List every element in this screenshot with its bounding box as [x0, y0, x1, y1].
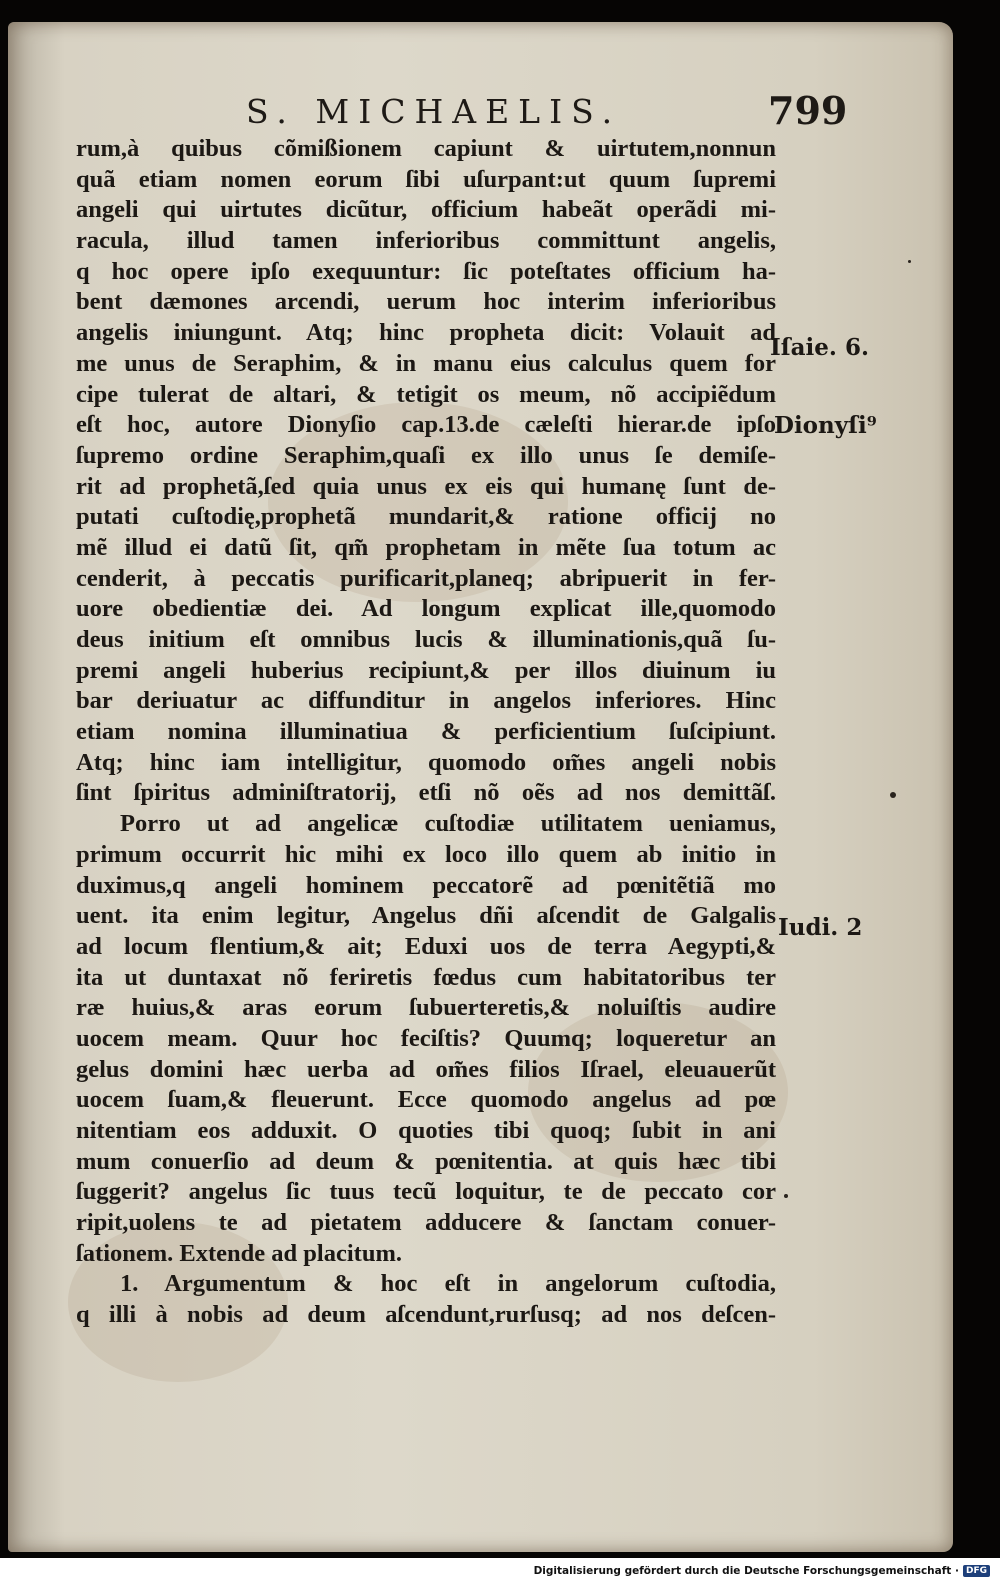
credit-text: Digitalisierung gefördert durch die Deutsche Forschungsgemeinschaft · — [533, 1565, 959, 1577]
text-line: ræ huius,& aras eorum ſubuerteretis,& noluiſtis audire — [76, 994, 776, 1022]
text-line: ſupremo ordine Seraphim,quaſi ex illo unus ſe demiſe- — [76, 441, 776, 469]
text-line: rit ad prophetã,ſed quia unus ex eis qui humanę ſunt de- — [76, 472, 776, 500]
text-line: etiam nomina illuminatiua & perficientium ſuſcipiunt. — [76, 718, 776, 746]
text-line: ſint ſpiritus adminiſtratorij, etſi nõ oẽs ad nos demittãſ. — [76, 779, 776, 807]
text-line: ita ut duntaxat nõ feriretis fœdus cum habitatoribus ter — [76, 963, 776, 991]
page-number: 799 — [768, 88, 848, 133]
text-line: bent dæmones arcendi, uerum hoc interim inferioribus — [76, 288, 776, 316]
ink-speck — [908, 260, 911, 263]
text-line: uocem ſuam,& fleuerunt. Ecce quomodo angelus ad pœ — [76, 1086, 776, 1114]
text-line: cipe tulerat de altari, & tetigit os meum, nõ accipiẽdum — [76, 380, 776, 408]
margin-note-isaiah: Iſaie. 6. — [770, 334, 869, 361]
text-line: ſationem. Extende ad placitum. — [76, 1239, 402, 1267]
text-line: gelus domini hæc uerba ad om̃es filios Iſrael, eleuauerũt — [76, 1055, 776, 1083]
text-line: uent. ita enim legitur, Angelus dñi aſcendit de Galgalis — [76, 902, 776, 930]
text-line: racula, illud tamen inferioribus committunt angelis, — [76, 227, 776, 255]
text-line: q hoc opere ipſo exequuntur: ſic poteſtates officium ha- — [76, 257, 776, 285]
text-line: q illi à nobis ad deum aſcendunt,rurſusq; ad nos deſcen- — [76, 1301, 776, 1329]
text-line: quã etiam nomen eorum ſibi uſurpant:ut quum ſupremi — [76, 165, 776, 193]
book-page — [8, 22, 953, 1552]
text-line: me unus de Seraphim, & in manu eius calculus quem for — [76, 349, 776, 377]
text-line: uore obedientiæ dei. Ad longum explicat ille,quomodo — [76, 595, 776, 623]
text-line: ad locum flentium,& ait; Eduxi uos de terra Aegypti,& — [76, 932, 776, 960]
text-line: deus initium eſt omnibus lucis & illuminationis,quã ſu- — [76, 626, 776, 653]
ink-speck — [890, 792, 896, 798]
margin-note-judges: Iudi. 2 — [778, 914, 863, 941]
text-line: 1. Argumentum & hoc eſt in angelorum cuſtodia, — [120, 1270, 776, 1298]
page-header — [8, 88, 953, 138]
text-line: primum occurrit hic mihi ex loco illo quem ab initio in — [76, 840, 776, 868]
digitization-credit — [530, 1562, 994, 1580]
text-line: putati cuſtodię,prophetã mundarit,& ratione officij no — [76, 503, 776, 531]
running-title: S. MICHAELIS. — [246, 92, 622, 131]
body-text — [76, 134, 776, 1331]
text-line: ſuggerit? angelus ſic tuus tecũ loquitur, te de peccato cor — [76, 1178, 776, 1206]
text-line: ripit,uolens te ad pietatem adducere & ſanctam conuer- — [76, 1209, 776, 1237]
dfg-logo: DFG — [963, 1565, 990, 1577]
text-line: rum,à quibus cõmißionem capiunt & uirtutem,nonnun — [76, 135, 776, 162]
text-line: duximus,q angeli hominem peccatorẽ ad pœnitẽtiã mo — [76, 871, 776, 899]
text-line: cenderit, à peccatis purificarit,planeq; abripuerit in fer- — [76, 564, 776, 592]
text-line: uocem meam. Quur hoc feciſtis? Quumq; loqueretur an — [76, 1024, 776, 1052]
ink-speck — [784, 1194, 788, 1198]
text-line: angeli qui uirtutes dicũtur, officium habeãt operãdi mi- — [76, 196, 776, 224]
text-line: angelis iniungunt. Atq; hinc propheta dicit: Volauit ad — [76, 319, 776, 347]
text-line: bar deriuatur ac diffunditur in angelos inferiores. Hinc — [76, 687, 776, 715]
text-line: Atq; hinc iam intelligitur, quomodo om̃es angeli nobis — [76, 748, 776, 776]
text-line: nitentiam eos adduxit. O quoties tibi quoq; ſubit in ani — [76, 1117, 776, 1144]
margin-note-dionysius: Dionyſi⁹ — [774, 412, 877, 439]
text-line: Porro ut ad angelicæ cuſtodiæ utilitatem ueniamus, — [120, 810, 776, 838]
text-line: eſt hoc, autore Dionyſio cap.13.de cæleſti hierar.de ipſo — [76, 411, 776, 439]
text-line: mum conuerſio ad deum & pœnitentia. at quis hæc tibi — [76, 1147, 776, 1175]
text-line: premi angeli huberius recipiunt,& per illos diuinum iu — [76, 656, 776, 684]
text-line: mẽ illud ei datũ ſit, qm̃ prophetam in mẽte ſua totum ac — [76, 533, 776, 561]
